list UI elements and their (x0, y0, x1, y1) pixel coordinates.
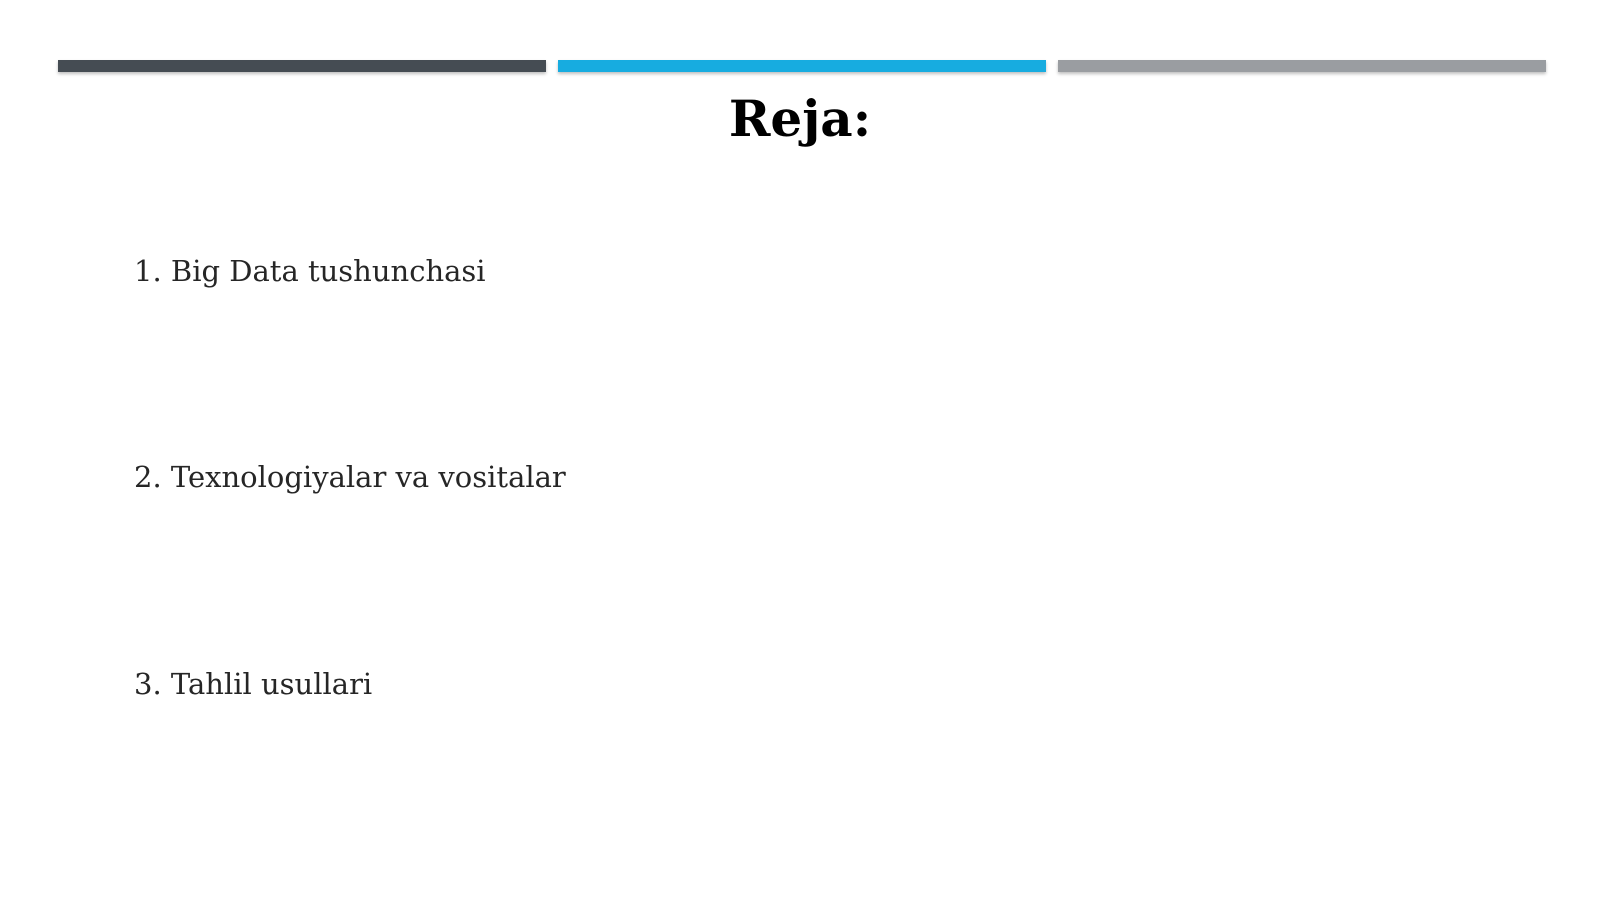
accent-bar-dark (58, 60, 546, 72)
slide-title: Reja: (728, 89, 872, 148)
agenda-item: 2. Texnologiyalar va vositalar (134, 460, 566, 494)
accent-bar-blue (558, 60, 1046, 72)
accent-bar-gray (1058, 60, 1546, 72)
agenda-item: 1. Big Data tushunchasi (134, 254, 486, 288)
agenda-item: 3. Tahlil usullari (134, 667, 373, 701)
